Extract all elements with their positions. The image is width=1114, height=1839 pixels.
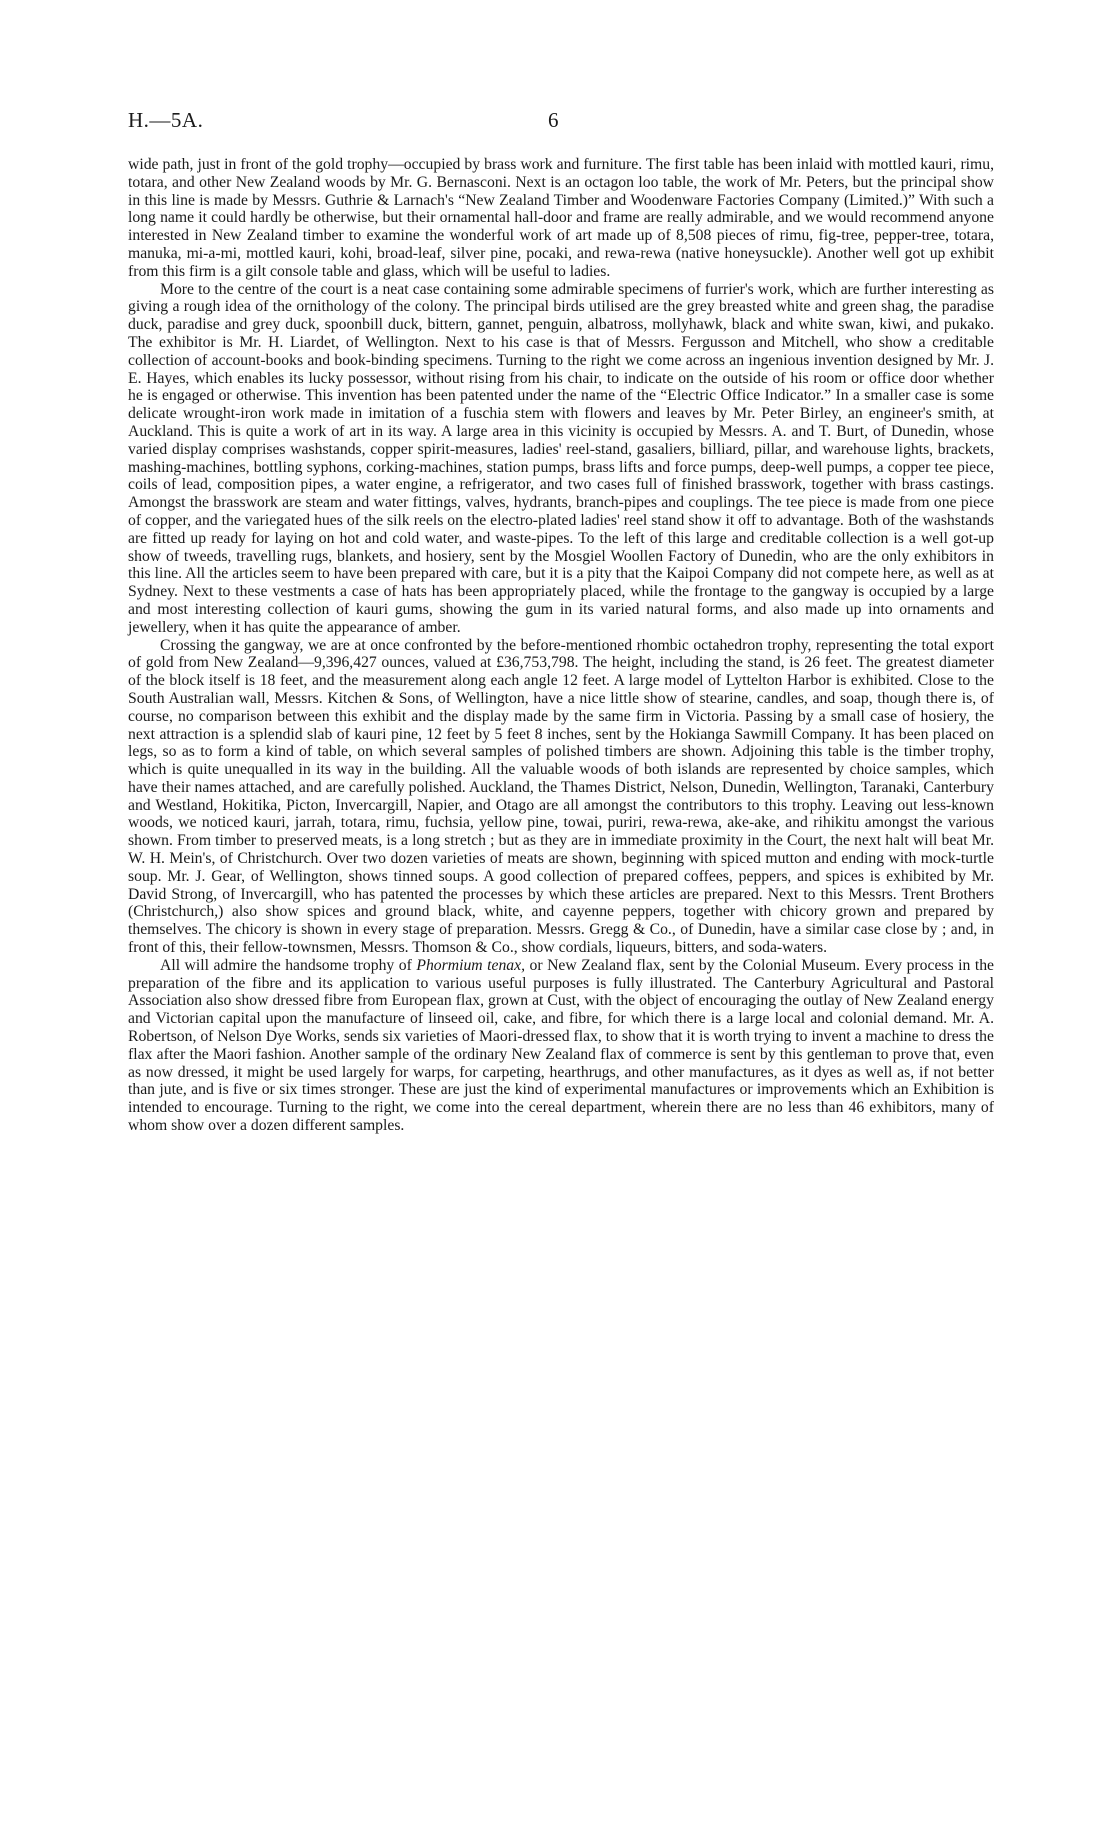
page-header	[128, 108, 994, 138]
document-reference: H.—5A.	[128, 108, 204, 132]
paragraph-flax-trophy	[128, 957, 994, 1135]
paragraph-text: All will admire the handsome trophy of	[160, 956, 417, 974]
paragraph-text: More to the centre of the court is a neat case containing some admirable specimens of furrier's work, which are further interesting as giving a rough idea of the ornithology of the colony. The principal birds utilised are the grey breasted white and green shag, the paradise duck, paradise and grey duck, spoonbill duck, bittern, gannet, penguin, albatross, mollyhawk, black and white swan, kiwi, and pukako. The exhibitor is Mr. H. Liardet, of Wellington. Next to his case is that of Messrs. Fergusson and Mitchell, who show a creditable collection of account-books and book-binding specimens. Turning to the right we come across an ingenious invention designed by Mr. J. E. Hayes, which enables its lucky possessor, without rising from his chair, to indicate on the outside of his room or office door whether he is engaged or otherwise. This invention has been patented under the name of the “Electric Office Indicator.” In a smaller case is some delicate wrought-iron work made in imitation of a fuschia stem with flowers and leaves by Mr. Peter Birley, an engineer's smith, at Auckland. This is quite a work of art in its way. A large area in this vicinity is occupied by Messrs. A. and T. Burt, of Dunedin, whose varied display comprises washstands, copper spirit-measures, ladies' reel-stand, gasaliers, billiard, pillar, and warehouse lights, brackets, mashing-machines, bottling syphons, corking-machines, station pumps, brass lifts and force pumps, deep-well pumps, a copper tee piece, coils of lead, composition pipes, a water engine, a refrigerator, and two cases full of finished brasswork, together with brass castings. Amongst the brasswork are steam and water fittings, valves, hydrants, branch-pipes and couplings. The tee piece is made from one piece of copper, and the variegated hues of the silk reels on the electro-plated ladies' reel stand show it off to advantage. Both of the washstands are fitted up ready for laying on hot and cold water, and waste-pipes. To the left of this large and creditable collection is a well got-up show of tweeds, travelling rugs, blankets, and hosiery, sent by the Mosgiel Woollen Factory of Dunedin, who are the only exhibitors in this line. All the articles seem to have been prepared with care, but it is a pity that the Kaipoi Company did not compete here, as well as at Sydney. Next to these vestments a case of hats has been appropriately placed, while the frontage to the gangway is occupied by a large and most interesting collection of kauri gums, showing the gum in its varied natural forms, and also made up into ornaments and jewellery, when it has quite the appearance of amber.	[128, 280, 994, 636]
paragraph-text: Crossing the gangway, we are at once confronted by the before-mentioned rhombic octahedron trophy, representing the total export of gold from New Zealand—9,396,427 ounces, valued at £36,753,798. The height, including the stand, is 26 feet. The greatest diameter of the block itself is 18 feet, and the measurement along each angle 12 feet. A large model of Lyttelton Harbor is exhibited. Close to the South Australian wall, Messrs. Kitchen & Sons, of Wellington, have a nice little show of stearine, candles, and soap, though there is, of course, no comparison between this exhibit and the display made by the same firm in Victoria. Passing by a small case of hosiery, the next attraction is a splendid slab of kauri pine, 12 feet by 5 feet 8 inches, sent by the Hokianga Sawmill Company. It has been placed on legs, so as to form a kind of table, on which several samples of polished timbers are shown. Adjoining this table is the timber trophy, which is quite unequalled in its way in the building. All the valuable woods of both islands are represented by choice samples, which have their names attached, and are carefully polished. Auckland, the Thames District, Nelson, Dunedin, Wellington, Taranaki, Canterbury and Westland, Hokitika, Picton, Invercargill, Napier, and Otago are all amongst the contributors to this trophy. Leaving out less-known woods, we noticed kauri, jarrah, totara, rimu, fuchsia, yellow pine, towai, puriri, rewa-rewa, ake-ake, and rihikitu amongst the various shown. From timber to preserved meats, is a long stretch ; but as they are in immediate proximity in the Court, the next halt will beat Mr. W. H. Mein's, of Christchurch. Over two dozen varieties of meats are shown, beginning with spiced mutton and ending with mock-turtle soup. Mr. J. Gear, of Wellington, shows tinned soups. A good collection of prepared coffees, peppers, and spices is exhibited by Mr. David Strong, of Invercargill, who has patented the processes by which these articles are prepared. Next to this Messrs. Trent Brothers (Christchurch,) also show spices and ground black, white, and cayenne peppers, together with chicory grown and prepared by themselves. The chicory is shown in every stage of preparation. Messrs. Gregg & Co., of Dunedin, have a similar case close by ; and, in front of this, their fellow-townsmen, Messrs. Thomson & Co., show cordials, liqueurs, bitters, and soda-waters.	[128, 636, 994, 957]
paragraph-italic-text: Phormium tenax,	[416, 956, 526, 974]
paragraph-text-continued: or New Zealand flax, sent by the Colonial Museum. Every process in the preparation of the fibre and its application to various useful purposes is fully illustrated. The Canterbury Agricultural and Pastoral Association also show dressed fibre from European flax, grown at Cust, with the object of encouraging the outlay of New Zealand energy and Victorian capital upon the manufacture of linseed oil, cake, and fibre, for which there is a large local and colonial demand. Mr. A. Robertson, of Nelson Dye Works, sends six varieties of Maori-dressed flax, to show that it is worth trying to invent a machine to dress the flax after the Maori fashion. Another sample of the ordinary New Zealand flax of commerce is sent by this gentleman to prove that, even as now dressed, it might be used largely for warps, for carpeting, hearthrugs, and other manufactures, as it dyes as well as, if not better than jute, and is five or six times stronger. These are just the kind of experimental manufactures or improvements which an Exhibition is intended to encourage. Turning to the right, we come into the cereal department, wherein there are no less than 46 exhibitors, many of whom show over a dozen different samples.	[128, 956, 994, 1135]
paragraph-furrier-work	[128, 281, 994, 637]
paragraph-gold-trophy	[128, 637, 994, 957]
paragraph-brass-work-furniture	[128, 156, 994, 281]
body-text	[128, 156, 994, 1135]
page-number: 6	[548, 108, 559, 132]
paragraph-text: wide path, just in front of the gold trophy—occupied by brass work and furniture. The first table has been inlaid with mottled kauri, rimu, totara, and other New Zealand woods by Mr. G. Bernasconi. Next is an octagon loo table, the work of Mr. Peters, but the principal show in this line is made by Messrs. Guthrie & Larnach's “New Zealand Timber and Woodenware Factories Company (Limited.)” With such a long name it could hardly be otherwise, but their ornamental hall-door and frame are really admirable, and we would recommend anyone interested in New Zealand timber to examine the wonderful work of art made up of 8,508 pieces of rimu, fig-tree, pepper-tree, totara, manuka, mi-a-mi, mottled kauri, kohi, broad-leaf, silver pine, pocaki, and rewa-rewa (native honeysuckle). Another well got up exhibit from this firm is a gilt console table and glass, which will be useful to ladies.	[128, 156, 994, 280]
